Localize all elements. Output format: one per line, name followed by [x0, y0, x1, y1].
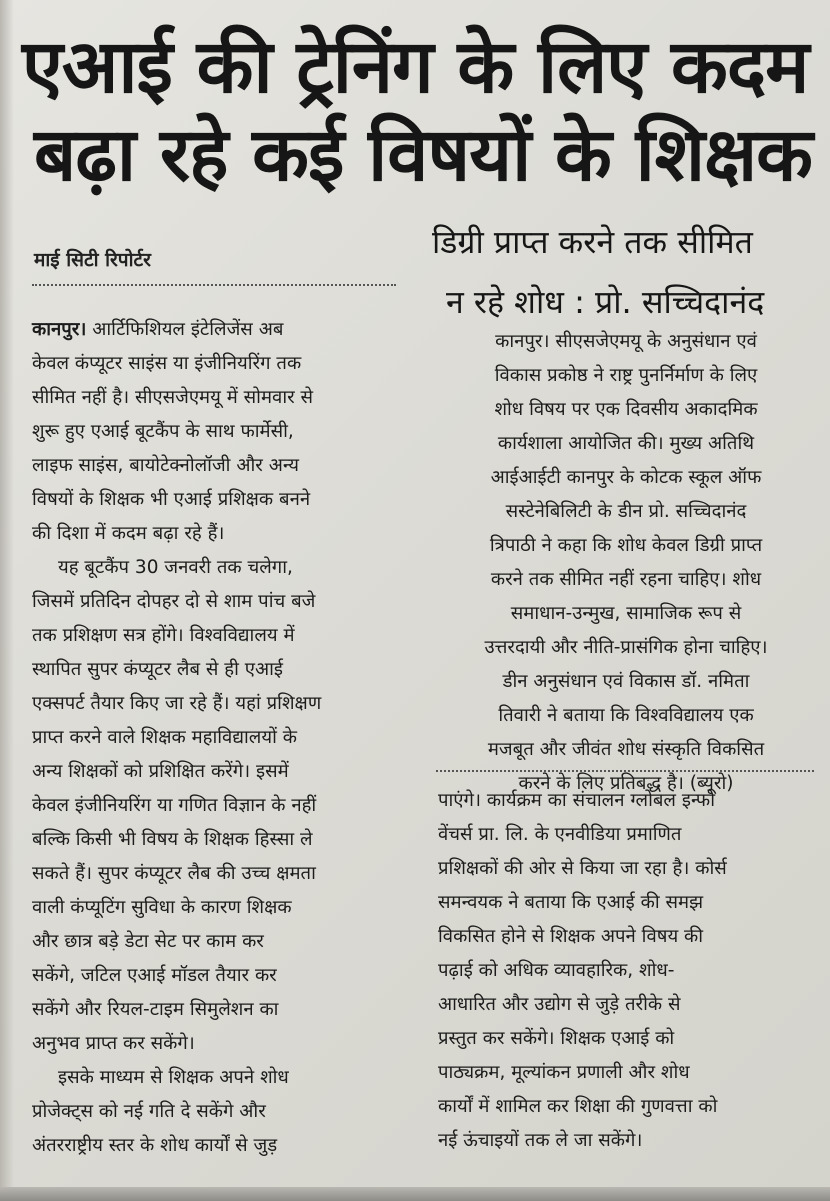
main-story-column — [32, 313, 404, 1163]
side-story-line: कानपुर। सीएसजेएमयू के अनुसंधान एवं — [495, 331, 757, 352]
main-story-line: स्थापित सुपर कंप्यूटर लैब से ही एआई — [32, 659, 283, 680]
side-story-column — [436, 325, 816, 801]
main-story-line: सकते हैं। सुपर कंप्यूटर लैब की उच्च क्षमता — [32, 863, 316, 884]
side-story-line: सस्टेनेबिलिटी के डीन प्रो. सच्चिदानंद — [505, 501, 747, 522]
byline-divider — [32, 284, 396, 286]
side-story-divider — [436, 770, 814, 772]
main-story-line: तक प्रशिक्षण सत्र होंगे। विश्वविद्यालय में — [32, 625, 295, 646]
continuation-line: पढ़ाई को अधिक व्यावहारिक, शोध- — [438, 960, 675, 981]
main-story-line: और छात्र बड़े डेटा सेट पर काम कर — [32, 931, 264, 952]
main-story-line: वाली कंप्यूटिंग सुविधा के कारण शिक्षक — [32, 897, 292, 918]
side-story-line: करने तक सीमित नहीं रहना चाहिए। शोध — [490, 569, 762, 590]
continuation-line: पाएंगे। कार्यक्रम का संचालन ग्लोबल इन्फो — [438, 790, 715, 811]
side-story-line: कार्यशाला आयोजित की। मुख्य अतिथि — [497, 433, 755, 454]
main-story-line: की दिशा में कदम बढ़ा रहे हैं। — [32, 523, 225, 544]
main-story-line: जिसमें प्रतिदिन दोपहर दो से शाम पांच बजे — [32, 591, 316, 612]
continuation-line: प्रशिक्षकों की ओर से किया जा रहा है। कोर्स — [438, 858, 727, 879]
side-story-line: आईआईटी कानपुर के कोटक स्कूल ऑफ — [490, 467, 762, 488]
side-story-line: करने के लिए प्रतिबद्ध है। (ब्यूरो) — [518, 773, 734, 794]
side-story-line: मजबूत और जीवंत शोध संस्कृति विकसित — [487, 739, 765, 760]
side-story-line: विकास प्रकोष्ठ ने राष्ट्र पुनर्निर्माण के लिए — [494, 365, 758, 386]
paper-bottom-edge — [0, 1187, 830, 1201]
main-story-line: सकेंगे, जटिल एआई मॉडल तैयार कर — [32, 965, 277, 986]
main-story-line: विषयों के शिक्षक भी एआई प्रशिक्षक बनने — [32, 489, 311, 510]
continuation-line: पाठ्यक्रम, मूल्यांकन प्रणाली और शोध — [438, 1062, 690, 1083]
continuation-line: वेंचर्स प्रा. लि. के एनवीडिया प्रमाणित — [438, 824, 682, 845]
main-story-line: बल्कि किसी भी विषय के शिक्षक हिस्सा ले — [32, 829, 313, 850]
continuation-line: आधारित और उद्योग से जुड़े तरीके से — [438, 994, 681, 1015]
side-story-line: समाधान-उन्मुख, सामाजिक रूप से — [510, 603, 742, 624]
headline-line-1: एआई की ट्रेनिंग के लिए कदम — [22, 24, 809, 110]
subheadline-line-2: न रहे शोध : प्रो. सच्चिदानंद — [446, 283, 765, 321]
continuation-line: नई ऊंचाइयों तक ले जा सकेंगे। — [438, 1130, 643, 1151]
side-story-line: तिवारी ने बताया कि विश्वविद्यालय एक — [498, 705, 754, 726]
continuation-line: प्रस्तुत कर सकेंगे। शिक्षक एआई को — [438, 1028, 675, 1049]
continuation-line: समन्वयक ने बताया कि एआई की समझ — [438, 892, 704, 913]
dateline: कानपुर। — [32, 319, 87, 340]
side-story-line: शोध विषय पर एक दिवसीय अकादमिक — [494, 399, 758, 420]
main-story-line: प्रोजेक्ट्स को नई गति दे सकेंगे और — [32, 1101, 266, 1122]
main-story-line: अनुभव प्राप्त कर सकेंगे। — [32, 1033, 195, 1054]
main-story-line: लाइफ साइंस, बायोटेक्नोलॉजी और अन्य — [32, 455, 300, 476]
headline-line-2: बढ़ा रहे कई विषयों के शिक्षक — [34, 112, 812, 198]
subheadline-line-1: डिग्री प्राप्त करने तक सीमित — [432, 223, 753, 261]
byline: माई सिटी रिपोर्टर — [34, 249, 151, 271]
main-story-line: केवल कंप्यूटर साइंस या इंजीनियरिंग तक — [32, 353, 302, 374]
paper-edge-shadow — [0, 0, 14, 1201]
main-story-line: इसके माध्यम से शिक्षक अपने शोध — [58, 1067, 289, 1088]
main-story-line: एक्सपर्ट तैयार किए जा रहे हैं। यहां प्रशिक्षण — [32, 693, 322, 714]
main-story-line: शुरू हुए एआई बूटकैंप के साथ फार्मेसी, — [32, 421, 294, 442]
continuation-line: विकसित होने से शिक्षक अपने विषय की — [438, 926, 704, 947]
main-story-line: सकेंगे और रियल-टाइम सिमुलेशन का — [32, 999, 279, 1020]
main-story-line: अंतरराष्ट्रीय स्तर के शोध कार्यों से जुड़ — [32, 1135, 278, 1156]
main-story-line: अन्य शिक्षकों को प्रशिक्षित करेंगे। इसमें — [32, 761, 289, 782]
main-story-line: सीमित नहीं है। सीएसजेएमयू में सोमवार से — [32, 387, 314, 408]
side-story-line: डीन अनुसंधान एवं विकास डॉ. नमिता — [502, 671, 750, 692]
main-story-line: प्राप्त करने वाले शिक्षक महाविद्यालयों के — [32, 727, 297, 748]
main-story-line-1: कानपुर। आर्टिफिशियल इंटेलिजेंस अब — [32, 319, 284, 340]
side-story-line: त्रिपाठी ने कहा कि शोध केवल डिग्री प्राप्त — [489, 535, 763, 556]
main-story-line: यह बूटकैंप 30 जनवरी तक चलेगा, — [58, 557, 293, 578]
main-story-line: केवल इंजीनियरिंग या गणित विज्ञान के नहीं — [32, 795, 317, 816]
side-story-line: उत्तरदायी और नीति-प्रासंगिक होना चाहिए। — [484, 637, 768, 658]
continuation-line: कार्यों में शामिल कर शिक्षा की गुणवत्ता को — [438, 1096, 718, 1117]
continuation-column — [438, 784, 818, 1158]
